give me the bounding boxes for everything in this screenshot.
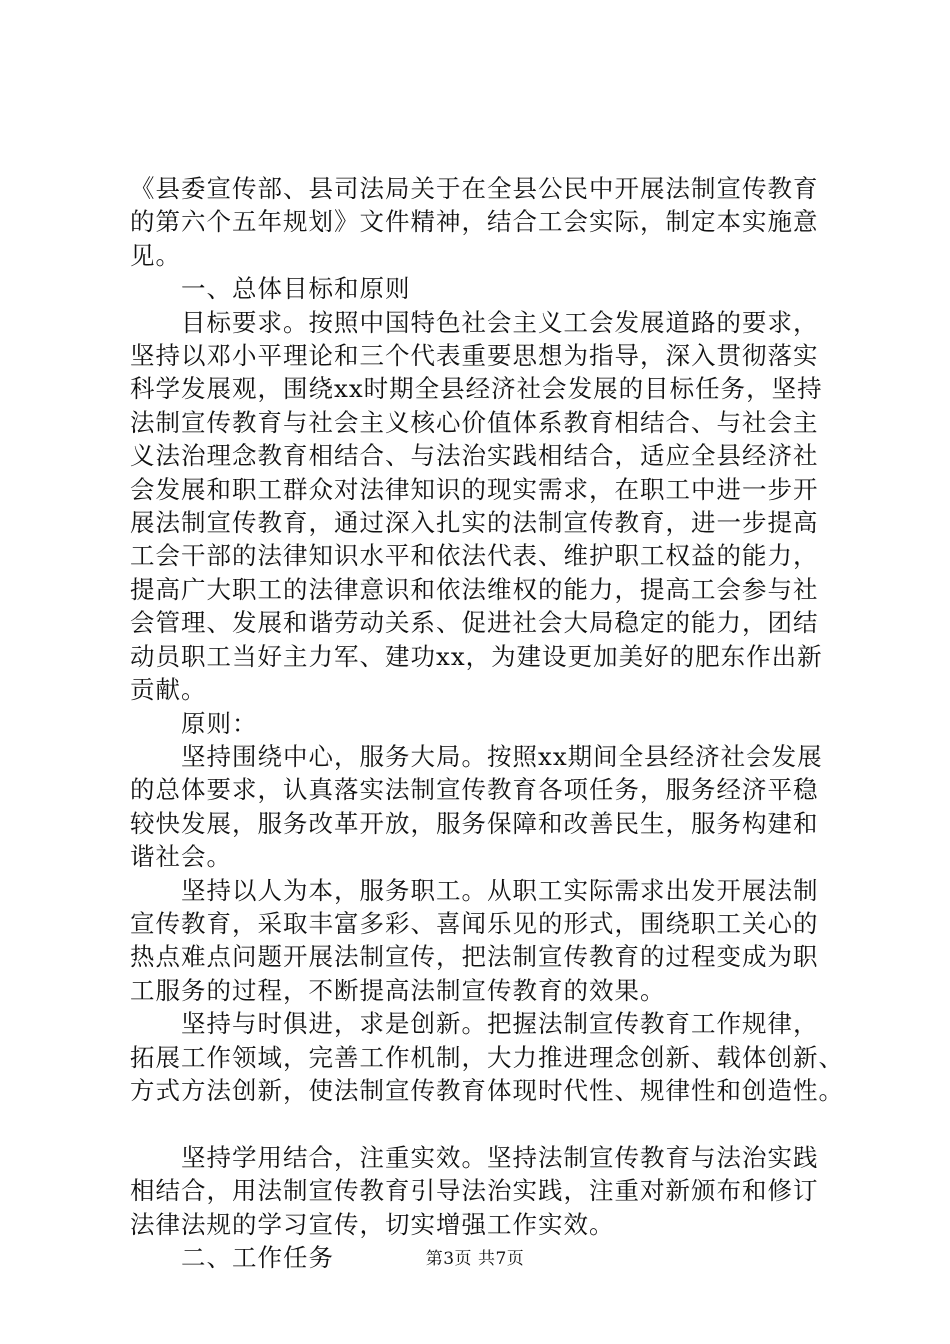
text-line: 法制宣传教育与社会主义核心价值体系教育相结合、与社会主 — [130, 407, 819, 437]
text-line: 目标要求。按照中国特色社会主义工会发展道路的要求， — [130, 307, 819, 337]
text-line: 提高广大职工的法律意识和依法维权的能力，提高工会参与社 — [130, 574, 819, 604]
text-line: 宣传教育，采取丰富多彩、喜闻乐见的形式，围绕职工关心的 — [130, 908, 819, 938]
text-line: 展法制宣传教育，通过深入扎实的法制宣传教育，进一步提高 — [130, 508, 819, 538]
text-line: 会管理、发展和谐劳动关系、促进社会大局稳定的能力，团结 — [130, 608, 819, 638]
text-line: 方式方法创新，使法制宣传教育体现时代性、规律性和创造性。 — [130, 1075, 844, 1105]
text-line: 谐社会。 — [130, 842, 232, 872]
blank-line — [130, 1107, 845, 1140]
text-line: 的总体要求，认真落实法制宣传教育各项任务，服务经济平稳 — [130, 775, 819, 805]
text-line: 法律法规的学习宣传，切实增强工作实效。 — [130, 1209, 615, 1239]
section-heading: 一、总体目标和原则 — [130, 274, 411, 304]
text-line: 工会干部的法律知识水平和依法代表、维护职工权益的能力， — [130, 541, 819, 571]
text-line: 坚持以邓小平理论和三个代表重要思想为指导，深入贯彻落实 — [130, 341, 819, 371]
text-line: 热点难点问题开展法制宣传，把法制宣传教育的过程变成为职 — [130, 942, 819, 972]
text-line: 坚持学用结合，注重实效。坚持法制宣传教育与法治实践 — [130, 1142, 819, 1172]
text-line: 动员职工当好主力军、建功xx，为建设更加美好的肥东作出新 — [130, 641, 823, 671]
page-footer: 第3页 共7页 — [425, 1249, 525, 1269]
text-line: 工服务的过程，不断提高法制宣传教育的效果。 — [130, 975, 666, 1005]
document-body — [130, 172, 845, 1274]
section-heading: 二、工作任务 — [130, 1242, 334, 1272]
text-line: 科学发展观，围绕xx时期全县经济社会发展的目标任务，坚持 — [130, 374, 823, 404]
text-line: 义法治理念教育相结合、与法治实践相结合，适应全县经济社 — [130, 441, 819, 471]
text-line: 相结合，用法制宣传教育引导法治实践，注重对新颁布和修订 — [130, 1176, 819, 1206]
text-line: 拓展工作领域，完善工作机制，大力推进理念创新、载体创新、 — [130, 1042, 844, 1072]
text-line: 的第六个五年规划》文件精神，结合工会实际，制定本实施意 — [130, 207, 819, 237]
text-line: 坚持围绕中心，服务大局。按照xx期间全县经济社会发展 — [130, 741, 823, 771]
text-line: 《县委宣传部、县司法局关于在全县公民中开展法制宣传教育 — [130, 174, 819, 203]
text-line: 坚持以人为本，服务职工。从职工实际需求出发开展法制 — [130, 875, 819, 905]
text-line: 原则： — [130, 708, 258, 738]
text-line: 见。 — [130, 240, 181, 270]
text-line: 较快发展，服务改革开放，服务保障和改善民生，服务构建和 — [130, 808, 819, 838]
text-line: 会发展和职工群众对法律知识的现实需求，在职工中进一步开 — [130, 474, 819, 504]
text-line: 贡献。 — [130, 675, 207, 705]
text-line: 坚持与时俱进，求是创新。把握法制宣传教育工作规律， — [130, 1009, 819, 1039]
